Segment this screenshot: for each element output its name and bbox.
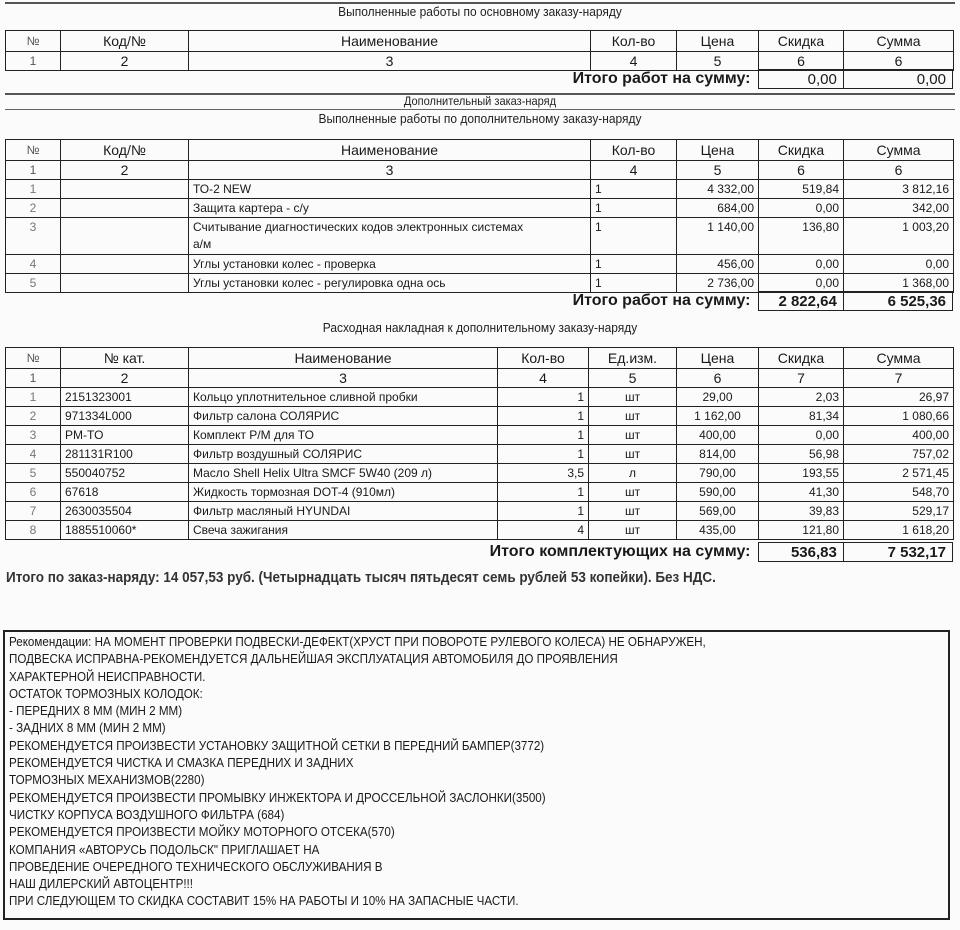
table-row	[6, 218, 954, 255]
main-order-table	[5, 30, 954, 71]
column-number-row	[6, 52, 954, 71]
row-unit: шт	[589, 407, 677, 426]
row-number: 1	[6, 388, 61, 407]
row-price: 4 332,00	[677, 180, 759, 199]
col-number: 6	[844, 161, 954, 180]
parts-total	[5, 542, 953, 562]
col-number: 2	[61, 52, 189, 71]
row-number: 4	[6, 445, 61, 464]
row-discount: 121,80	[759, 521, 844, 540]
total-discount: 0,00	[758, 69, 843, 89]
row-unit: шт	[589, 426, 677, 445]
row-discount: 39,83	[759, 502, 844, 521]
col-number: 4	[591, 52, 677, 71]
col-number: 4	[591, 161, 677, 180]
row-qty: 1	[498, 388, 589, 407]
col-header: Сумма	[844, 31, 954, 52]
row-sum: 1 368,00	[844, 274, 954, 293]
total-sum: 6 525,36	[844, 291, 953, 311]
col-header: Цена	[677, 348, 759, 369]
recommendation-line: ХАРАКТЕРНОЙ НЕИСПРАВНОСТИ.	[9, 669, 206, 684]
row-number: 1	[6, 180, 61, 199]
row-catalog-number: 550040752	[61, 464, 189, 483]
col-header: Кол-во	[591, 140, 677, 161]
row-catalog-number: 2630035504	[61, 502, 189, 521]
row-discount: 0,00	[759, 255, 844, 274]
row-price: 814,00	[677, 445, 759, 464]
row-number: 6	[6, 483, 61, 502]
row-number: 7	[6, 502, 61, 521]
row-sum: 400,00	[844, 426, 954, 445]
col-header: Наименование	[189, 348, 498, 369]
table-row	[6, 255, 954, 274]
table-header-row	[6, 140, 954, 161]
row-name: Комплект Р/М для ТО	[189, 426, 498, 445]
grand-total: Итого по заказ-наряду: 14 057,53 руб. (Четырнадцать тысяч пятьдесят семь рублей 53 копейки). Без НДС.	[6, 570, 716, 586]
col-header: Кол-во	[498, 348, 589, 369]
row-qty: 1	[498, 502, 589, 521]
row-name: Фильтр масляный HYUNDAI	[189, 502, 498, 521]
table-row	[6, 407, 954, 426]
row-price: 2 736,00	[677, 274, 759, 293]
recommendation-line: РЕКОМЕНДУЕТСЯ ЧИСТКА И СМАЗКА ПЕРЕДНИХ И ЗАДНИХ	[9, 756, 354, 771]
column-number-row	[6, 161, 954, 180]
table-header-row	[6, 348, 954, 369]
row-sum: 1 618,20	[844, 521, 954, 540]
row-name: ТО-2 NEW	[189, 180, 591, 199]
row-price: 1 162,00	[677, 407, 759, 426]
row-qty: 1	[591, 199, 677, 218]
row-qty: 1	[498, 426, 589, 445]
row-name: Защита картера - с/у	[189, 199, 591, 218]
row-discount: 0,00	[759, 274, 844, 293]
row-number: 5	[6, 464, 61, 483]
recommendation-line: РЕКОМЕНДУЕТСЯ ПРОИЗВЕСТИ ПРОМЫВКУ ИНЖЕКТОРА И ДРОССЕЛЬНОЙ ЗАСЛОНКИ(3500)	[9, 790, 546, 805]
parts-invoice-table	[5, 347, 954, 540]
row-discount: 56,98	[759, 445, 844, 464]
row-discount: 41,30	[759, 483, 844, 502]
col-header: Цена	[677, 140, 759, 161]
row-qty: 1	[591, 274, 677, 293]
table-row	[6, 274, 954, 293]
row-unit: шт	[589, 388, 677, 407]
col-number: 1	[6, 161, 61, 180]
col-header: Цена	[677, 31, 759, 52]
col-number: 4	[498, 369, 589, 388]
col-header: №	[6, 140, 61, 161]
col-number: 6	[759, 52, 844, 71]
total-sum: 0,00	[844, 69, 953, 89]
col-number: 1	[6, 52, 61, 71]
row-qty: 1	[498, 483, 589, 502]
table-header-row	[6, 31, 954, 52]
row-number: 5	[6, 274, 61, 293]
table-row	[6, 445, 954, 464]
recommendation-line: Рекомендации: НА МОМЕНТ ПРОВЕРКИ ПОДВЕСКИ-ДЕФЕКТ(ХРУСТ ПРИ ПОВОРОТЕ РУЛЕВОГО КОЛЕСА) НЕ ОБНАРУЖЕН,	[9, 635, 706, 649]
col-header: Кол-во	[591, 31, 677, 52]
row-number: 2	[6, 407, 61, 426]
col-number: 7	[759, 369, 844, 388]
row-name: Масло Shell Helix Ultra SMCF 5W40 (209 л)	[189, 464, 498, 483]
table-row	[6, 521, 954, 540]
row-name: Кольцо уплотнительное сливной пробки	[189, 388, 498, 407]
total-label: Итого работ на сумму:	[572, 292, 751, 309]
row-code	[61, 199, 189, 218]
row-discount: 81,34	[759, 407, 844, 426]
col-number: 1	[6, 369, 61, 388]
row-sum: 26,97	[844, 388, 954, 407]
row-code	[61, 180, 189, 199]
row-code	[61, 255, 189, 274]
col-header: Сумма	[844, 140, 954, 161]
row-unit: шт	[589, 502, 677, 521]
recommendation-line: ЧИСТКУ КОРПУСА ВОЗДУШНОГО ФИЛЬТРА (684)	[9, 807, 285, 822]
row-number: 4	[6, 255, 61, 274]
main-order-title: Выполненные работы по основному заказу-наряду	[338, 4, 622, 19]
col-header: Сумма	[844, 348, 954, 369]
row-catalog-number: 67618	[61, 483, 189, 502]
recommendation-line: ТОРМОЗНЫХ МЕХАНИЗМОВ(2280)	[9, 773, 205, 788]
recommendation-line: КОМПАНИЯ «АВТОРУСЬ ПОДОЛЬСК" ПРИГЛАШАЕТ НА	[9, 842, 320, 857]
row-name: Фильтр воздушный СОЛЯРИС	[189, 445, 498, 464]
recommendation-line: ПОДВЕСКА ИСПРАВНА-РЕКОМЕНДУЕТСЯ ДАЛЬНЕЙШАЯ ЭКСПЛУАТАЦИЯ АВТОМОБИЛЯ ДО ПРОЯВЛЕНИЯ	[9, 652, 618, 667]
table-row	[6, 180, 954, 199]
recommendation-line: ПРОВЕДЕНИЕ ОЧЕРЕДНОГО ТЕХНИЧЕСКОГО ОБСЛУЖИВАНИЯ В	[9, 859, 383, 874]
column-number-row	[6, 369, 954, 388]
col-number: 6	[844, 52, 954, 71]
col-number: 5	[677, 161, 759, 180]
total-discount: 2 822,64	[758, 291, 843, 311]
row-sum: 3 812,16	[844, 180, 954, 199]
row-number: 8	[6, 521, 61, 540]
col-header: № кат.	[61, 348, 189, 369]
row-catalog-number: 2151323001	[61, 388, 189, 407]
parts-invoice-title: Расходная накладная к дополнительному заказу-наряду	[322, 320, 638, 335]
row-price: 29,00	[677, 388, 759, 407]
row-price: 590,00	[677, 483, 759, 502]
row-price: 1 140,00	[677, 218, 759, 255]
col-number: 7	[844, 369, 954, 388]
row-unit: шт	[589, 445, 677, 464]
row-qty: 1	[591, 218, 677, 255]
row-code	[61, 218, 189, 255]
table-row	[6, 502, 954, 521]
row-name: Считывание диагностических кодов электронных системах а/м	[189, 218, 591, 255]
col-header: №	[6, 348, 61, 369]
total-sum: 7 532,17	[844, 542, 953, 562]
row-discount: 136,80	[759, 218, 844, 255]
recommendations-box	[3, 630, 950, 920]
col-header: Скидка	[759, 348, 844, 369]
recommendation-line: ОСТАТОК ТОРМОЗНЫХ КОЛОДОК:	[9, 686, 203, 701]
col-header: Скидка	[759, 140, 844, 161]
total-discount: 536,83	[758, 542, 843, 562]
row-name: Фильтр салона СОЛЯРИС	[189, 407, 498, 426]
row-discount: 2,03	[759, 388, 844, 407]
row-price: 400,00	[677, 426, 759, 445]
table-row	[6, 388, 954, 407]
additional-order-heading: Дополнительный заказ-наряд	[403, 94, 557, 108]
col-number: 6	[677, 369, 759, 388]
row-catalog-number: PM-TO	[61, 426, 189, 445]
total-label: Итого комплектующих на сумму:	[489, 543, 751, 560]
row-price: 569,00	[677, 502, 759, 521]
total-label: Итого работ на сумму:	[572, 70, 751, 87]
row-catalog-number: 281131R100	[61, 445, 189, 464]
row-discount: 193,55	[759, 464, 844, 483]
row-number: 3	[6, 426, 61, 445]
row-code	[61, 274, 189, 293]
additional-works-table	[5, 139, 954, 293]
row-unit: л	[589, 464, 677, 483]
col-number: 3	[189, 369, 498, 388]
col-number: 3	[189, 52, 591, 71]
additional-order-title: Выполненные работы по дополнительному заказу-наряду	[318, 111, 642, 126]
col-number: 5	[677, 52, 759, 71]
row-price: 790,00	[677, 464, 759, 483]
recommendation-line: РЕКОМЕНДУЕТСЯ ПРОИЗВЕСТИ МОЙКУ МОТОРНОГО ОТСЕКА(570)	[9, 825, 395, 840]
col-header: Наименование	[189, 140, 591, 161]
row-sum: 2 571,45	[844, 464, 954, 483]
col-number: 6	[759, 161, 844, 180]
row-unit: шт	[589, 483, 677, 502]
row-name: Свеча зажигания	[189, 521, 498, 540]
row-unit: шт	[589, 521, 677, 540]
row-qty: 4	[498, 521, 589, 540]
recommendation-line: ПРИ СЛЕДУЮЩЕМ ТО СКИДКА СОСТАВИТ 15% НА РАБОТЫ И 10% НА ЗАПАСНЫЕ ЧАСТИ.	[9, 894, 519, 909]
table-row	[6, 426, 954, 445]
col-number: 2	[61, 161, 189, 180]
row-sum: 1 080,66	[844, 407, 954, 426]
row-qty: 1	[591, 180, 677, 199]
col-header: №	[6, 31, 61, 52]
table-row	[6, 199, 954, 218]
row-name: Углы установки колес - регулировка одна ось	[189, 274, 591, 293]
row-name: Углы установки колес - проверка	[189, 255, 591, 274]
row-price: 435,00	[677, 521, 759, 540]
table-row	[6, 464, 954, 483]
row-discount: 519,84	[759, 180, 844, 199]
row-qty: 1	[498, 445, 589, 464]
row-catalog-number: 971334L000	[61, 407, 189, 426]
recommendation-line: РЕКОМЕНДУЕТСЯ ПРОИЗВЕСТИ УСТАНОВКУ ЗАЩИТНОЙ СЕТКИ В ПЕРЕДНИЙ БАМПЕР(3772)	[9, 738, 545, 753]
recommendation-line: - ЗАДНИХ 8 ММ (МИН 2 ММ)	[9, 721, 166, 736]
row-discount: 0,00	[759, 199, 844, 218]
col-header: Код/№	[61, 31, 189, 52]
col-number: 5	[589, 369, 677, 388]
row-price: 684,00	[677, 199, 759, 218]
row-sum: 529,17	[844, 502, 954, 521]
row-qty: 1	[498, 407, 589, 426]
row-sum: 757,02	[844, 445, 954, 464]
row-sum: 548,70	[844, 483, 954, 502]
col-number: 2	[61, 369, 189, 388]
row-sum: 1 003,20	[844, 218, 954, 255]
row-qty: 1	[591, 255, 677, 274]
row-qty: 3,5	[498, 464, 589, 483]
row-discount: 0,00	[759, 426, 844, 445]
additional-works-total	[5, 291, 953, 311]
col-header: Наименование	[189, 31, 591, 52]
recommendation-line: НАШ ДИЛЕРСКИЙ АВТОЦЕНТР!!!	[9, 877, 194, 892]
row-sum: 0,00	[844, 255, 954, 274]
row-name: Жидкость тормозная DOT-4 (910мл)	[189, 483, 498, 502]
col-number: 3	[189, 161, 591, 180]
col-header: Код/№	[61, 140, 189, 161]
row-catalog-number: 1885510060*	[61, 521, 189, 540]
row-price: 456,00	[677, 255, 759, 274]
row-sum: 342,00	[844, 199, 954, 218]
col-header: Скидка	[759, 31, 844, 52]
divider	[5, 109, 955, 110]
main-order-total	[5, 69, 953, 89]
row-number: 2	[6, 199, 61, 218]
col-header: Ед.изм.	[589, 348, 677, 369]
row-number: 3	[6, 218, 61, 255]
recommendation-line: - ПЕРЕДНИХ 8 ММ (МИН 2 ММ)	[9, 704, 183, 719]
table-row	[6, 483, 954, 502]
